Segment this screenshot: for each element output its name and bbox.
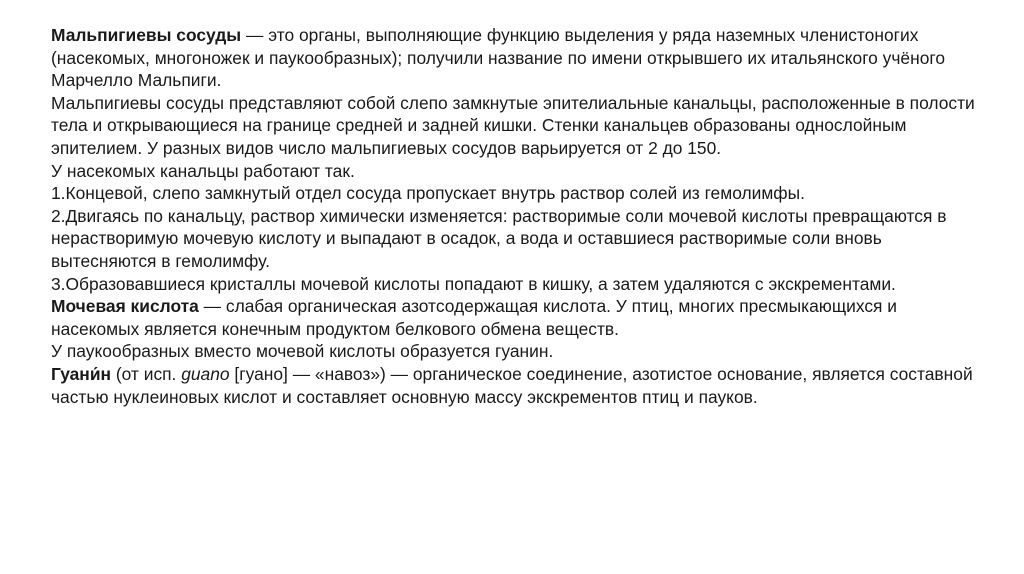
paragraph-guanine: Гуани́н (от исп. guano [гуано] — «навоз») — органическое соединение, азотистое основание, является составной частью нуклеиновых кислот и составляет основную массу экскрементов птиц и пауков. <box>51 363 973 407</box>
term-malpighian-vessels: Мальпигиевы сосуды <box>51 25 242 45</box>
paragraph-uric-acid: Мочевая кислота — слабая органическая азотсодержащая кислота. У птиц, многих пресмыкающихся и насекомых является конечным продуктом белкового обмена веществ. <box>51 296 898 339</box>
term-guanine: Гуани́н <box>51 363 112 384</box>
slide-text <box>51 24 981 408</box>
paragraph-malpighian-definition: Мальпигиевы сосуды — это органы, выполняющие функцию выделения у ряда наземных членистоногих (насекомых, многоножек и паукообразных); получили название по имени открывшего их итальянского учёного Марчелло Мальпиги. <box>51 25 946 91</box>
paragraph-how-it-works: У насекомых канальцы работают так. <box>51 160 355 181</box>
paragraph-arachnids: У паукообразных вместо мочевой кислоты образуется гуанин. <box>51 341 554 362</box>
paragraph-structure: Мальпигиевы сосуды представляют собой слепо замкнутые эпителиальные канальцы, расположенные в полости тела и открывающиеся на границе средней и задней кишки. Стенки канальцев образованы однослойным эпителием. У разных видов число мальпигиевых сосудов варьируется от 2 до 150. <box>51 92 975 158</box>
word-guano: guano <box>181 363 230 384</box>
paragraph-step-3: 3.Образовавшиеся кристаллы мочевой кислоты попадают в кишку, а затем удаляются с экскрементами. <box>51 273 896 294</box>
term-uric-acid: Мочевая кислота <box>51 296 199 317</box>
paragraph-step-2: 2.Двигаясь по канальцу, раствор химически изменяется: растворимые соли мочевой кислоты превращаются в нерастворимую мочевую кислоту и выпадают в осадок, а вода и оставшиеся растворимые соли вновь вытесняются в гемолимфу. <box>51 205 947 271</box>
paragraph-step-1: 1.Концевой, слепо замкнутый отдел сосуда пропускает внутрь раствор солей из гемолимфы. <box>51 183 805 204</box>
